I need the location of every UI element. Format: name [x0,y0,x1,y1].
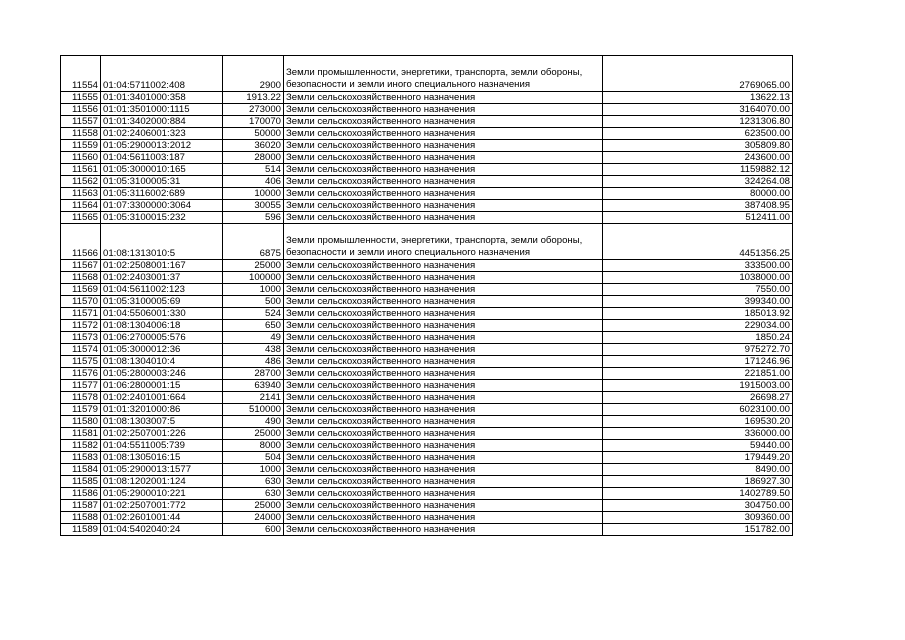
area-cell: 1913.22 [223,92,284,104]
cadastral-number-cell: 01:05:3100005:31 [101,176,223,188]
land-category-cell: Земли сельскохозяйственного назначения [284,320,603,332]
row-number-cell: 11575 [61,356,101,368]
cadastral-number-cell: 01:04:5511005:739 [101,440,223,452]
row-number-cell: 11570 [61,296,101,308]
land-category-cell: Земли сельскохозяйственного назначения [284,116,603,128]
cadastral-value-cell: 243600.00 [603,152,793,164]
row-number-cell: 11565 [61,212,101,224]
cadastral-value-cell: 186927.30 [603,476,793,488]
area-cell: 6875 [223,224,284,260]
table-row [61,104,793,116]
land-category-cell: Земли сельскохозяйственного назначения [284,380,603,392]
land-category-cell: Земли сельскохозяйственного назначения [284,392,603,404]
cadastral-value-cell: 304750.00 [603,500,793,512]
row-number-cell: 11579 [61,404,101,416]
area-cell: 490 [223,416,284,428]
land-category-cell: Земли сельскохозяйственного назначения [284,284,603,296]
land-category-cell: Земли сельскохозяйственного назначения [284,152,603,164]
area-cell: 406 [223,176,284,188]
row-number-cell: 11561 [61,164,101,176]
row-number-cell: 11588 [61,512,101,524]
cadastral-value-cell: 3164070.00 [603,104,793,116]
cadastral-value-cell: 2769065.00 [603,56,793,92]
cadastral-number-cell: 01:01:3501000:1115 [101,104,223,116]
cadastral-value-cell: 179449.20 [603,452,793,464]
cadastral-value-cell: 229034.00 [603,320,793,332]
area-cell: 630 [223,488,284,500]
land-category-cell: Земли сельскохозяйственного назначения [284,500,603,512]
area-cell: 504 [223,452,284,464]
cadastral-number-cell: 01:01:3402000:884 [101,116,223,128]
land-category-cell: Земли промышленности, энергетики, транспорта, земли обороны, безопасности и земли иного специального назначения [284,56,603,92]
row-number-cell: 11558 [61,128,101,140]
cadastral-value-cell: 171246.96 [603,356,793,368]
table-row [61,500,793,512]
cadastral-number-cell: 01:08:1313010:5 [101,224,223,260]
row-number-cell: 11556 [61,104,101,116]
area-cell: 49 [223,332,284,344]
row-number-cell: 11587 [61,500,101,512]
area-cell: 650 [223,320,284,332]
land-category-cell: Земли сельскохозяйственного назначения [284,212,603,224]
area-cell: 100000 [223,272,284,284]
table-row [61,332,793,344]
cadastral-number-cell: 01:04:5611003:187 [101,152,223,164]
land-category-cell: Земли сельскохозяйственного назначения [284,140,603,152]
area-cell: 50000 [223,128,284,140]
area-cell: 28700 [223,368,284,380]
area-cell: 524 [223,308,284,320]
cadastral-value-cell: 169530.20 [603,416,793,428]
area-cell: 170070 [223,116,284,128]
area-cell: 630 [223,476,284,488]
cadastral-value-cell: 975272.70 [603,344,793,356]
land-category-cell: Земли сельскохозяйственного назначения [284,176,603,188]
cadastral-value-cell: 324264.08 [603,176,793,188]
table-row [61,308,793,320]
area-cell: 486 [223,356,284,368]
land-category-cell: Земли сельскохозяйственного назначения [284,512,603,524]
land-category-cell: Земли сельскохозяйственного назначения [284,308,603,320]
table-row [61,524,793,536]
cadastral-number-cell: 01:02:2406001:323 [101,128,223,140]
cadastral-value-cell: 80000.00 [603,188,793,200]
table-row [61,452,793,464]
area-cell: 438 [223,344,284,356]
table-row [61,224,793,260]
land-category-cell: Земли сельскохозяйственного назначения [284,200,603,212]
cadastral-number-cell: 01:02:2508001:167 [101,260,223,272]
land-category-cell: Земли сельскохозяйственного назначения [284,524,603,536]
cadastral-number-cell: 01:08:1303007:5 [101,416,223,428]
row-number-cell: 11566 [61,224,101,260]
table-row [61,296,793,308]
area-cell: 36020 [223,140,284,152]
area-cell: 25000 [223,500,284,512]
land-category-cell: Земли сельскохозяйственного назначения [284,404,603,416]
cadastral-number-cell: 01:04:5711002:408 [101,56,223,92]
cadastral-value-cell: 8490.00 [603,464,793,476]
cadastral-value-cell: 4451356.25 [603,224,793,260]
land-category-cell: Земли сельскохозяйственного назначения [284,464,603,476]
area-cell: 25000 [223,428,284,440]
area-cell: 273000 [223,104,284,116]
table-row [61,200,793,212]
area-cell: 8000 [223,440,284,452]
cadastral-number-cell: 01:01:3201000:86 [101,404,223,416]
cadastral-number-cell: 01:05:2900013:1577 [101,464,223,476]
table-row [61,188,793,200]
land-category-cell: Земли сельскохозяйственного назначения [284,104,603,116]
row-number-cell: 11577 [61,380,101,392]
row-number-cell: 11569 [61,284,101,296]
row-number-cell: 11584 [61,464,101,476]
cadastral-number-cell: 01:07:3300000:3064 [101,200,223,212]
cadastral-number-cell: 01:05:3100015:232 [101,212,223,224]
row-number-cell: 11563 [61,188,101,200]
row-number-cell: 11560 [61,152,101,164]
table-row [61,320,793,332]
cadastral-number-cell: 01:05:3116002:689 [101,188,223,200]
table-row [61,260,793,272]
table-row [61,56,793,92]
cadastral-number-cell: 01:08:1304010:4 [101,356,223,368]
table-row [61,92,793,104]
row-number-cell: 11586 [61,488,101,500]
cadastral-number-cell: 01:08:1304006:18 [101,320,223,332]
cadastral-value-cell: 387408.95 [603,200,793,212]
row-number-cell: 11572 [61,320,101,332]
row-number-cell: 11573 [61,332,101,344]
cadastral-value-cell: 1159882.12 [603,164,793,176]
cadastral-number-cell: 01:05:2900010:221 [101,488,223,500]
land-category-cell: Земли сельскохозяйственного назначения [284,272,603,284]
land-category-cell: Земли сельскохозяйственного назначения [284,92,603,104]
area-cell: 596 [223,212,284,224]
table-row [61,128,793,140]
area-cell: 2141 [223,392,284,404]
row-number-cell: 11559 [61,140,101,152]
cadastral-number-cell: 01:05:2900013:2012 [101,140,223,152]
cadastral-value-cell: 305809.80 [603,140,793,152]
table-row [61,380,793,392]
cadastral-value-cell: 512411.00 [603,212,793,224]
cadastral-value-cell: 6023100.00 [603,404,793,416]
cadastral-value-cell: 26698.27 [603,392,793,404]
cadastral-number-cell: 01:01:3401000:358 [101,92,223,104]
row-number-cell: 11589 [61,524,101,536]
cadastral-number-cell: 01:05:3000012:36 [101,344,223,356]
table-row [61,404,793,416]
cadastral-value-cell: 623500.00 [603,128,793,140]
table-row [61,140,793,152]
area-cell: 514 [223,164,284,176]
land-category-cell: Земли сельскохозяйственного назначения [284,440,603,452]
area-cell: 510000 [223,404,284,416]
area-cell: 30055 [223,200,284,212]
land-category-cell: Земли сельскохозяйственного назначения [284,428,603,440]
row-number-cell: 11554 [61,56,101,92]
cadastral-number-cell: 01:05:2800003:246 [101,368,223,380]
table-row [61,392,793,404]
cadastral-number-cell: 01:06:2800001:15 [101,380,223,392]
cadastral-value-cell: 59440.00 [603,440,793,452]
row-number-cell: 11564 [61,200,101,212]
table-row [61,512,793,524]
cadastral-number-cell: 01:04:5402040:24 [101,524,223,536]
land-category-cell: Земли сельскохозяйственного назначения [284,452,603,464]
land-category-cell: Земли сельскохозяйственного назначения [284,296,603,308]
area-cell: 600 [223,524,284,536]
land-category-cell: Земли промышленности, энергетики, транспорта, земли обороны, безопасности и земли иного специального назначения [284,224,603,260]
cadastral-value-cell: 1915003.00 [603,380,793,392]
land-registry-table [60,55,793,536]
row-number-cell: 11582 [61,440,101,452]
table-row [61,344,793,356]
table-row [61,152,793,164]
row-number-cell: 11555 [61,92,101,104]
table-row [61,464,793,476]
table-body [61,56,793,536]
table-row [61,368,793,380]
area-cell: 10000 [223,188,284,200]
land-category-cell: Земли сельскохозяйственного назначения [284,344,603,356]
cadastral-value-cell: 7550.00 [603,284,793,296]
table-row [61,416,793,428]
area-cell: 28000 [223,152,284,164]
land-category-cell: Земли сельскохозяйственного назначения [284,476,603,488]
cadastral-number-cell: 01:05:3100005:69 [101,296,223,308]
area-cell: 63940 [223,380,284,392]
row-number-cell: 11578 [61,392,101,404]
row-number-cell: 11562 [61,176,101,188]
cadastral-value-cell: 1850.24 [603,332,793,344]
row-number-cell: 11568 [61,272,101,284]
cadastral-value-cell: 1038000.00 [603,272,793,284]
area-cell: 24000 [223,512,284,524]
row-number-cell: 11567 [61,260,101,272]
land-category-cell: Земли сельскохозяйственного назначения [284,164,603,176]
cadastral-number-cell: 01:04:5611002:123 [101,284,223,296]
cadastral-value-cell: 1231306.80 [603,116,793,128]
table-row [61,212,793,224]
table-row [61,476,793,488]
cadastral-value-cell: 151782.00 [603,524,793,536]
cadastral-value-cell: 221851.00 [603,368,793,380]
row-number-cell: 11574 [61,344,101,356]
land-category-cell: Земли сельскохозяйственного назначения [284,368,603,380]
land-category-cell: Земли сельскохозяйственного назначения [284,260,603,272]
area-cell: 1000 [223,284,284,296]
row-number-cell: 11581 [61,428,101,440]
area-cell: 2900 [223,56,284,92]
row-number-cell: 11576 [61,368,101,380]
row-number-cell: 11580 [61,416,101,428]
land-category-cell: Земли сельскохозяйственного назначения [284,128,603,140]
cadastral-number-cell: 01:08:1305016:15 [101,452,223,464]
land-category-cell: Земли сельскохозяйственного назначения [284,488,603,500]
area-cell: 1000 [223,464,284,476]
table-row [61,272,793,284]
table-row [61,356,793,368]
table-row [61,176,793,188]
cadastral-number-cell: 01:04:5506001:330 [101,308,223,320]
land-category-cell: Земли сельскохозяйственного назначения [284,332,603,344]
cadastral-number-cell: 01:08:1202001:124 [101,476,223,488]
cadastral-number-cell: 01:02:2601001:44 [101,512,223,524]
table-row [61,164,793,176]
table-row [61,428,793,440]
area-cell: 25000 [223,260,284,272]
cadastral-value-cell: 336000.00 [603,428,793,440]
area-cell: 500 [223,296,284,308]
cadastral-number-cell: 01:05:3000010:165 [101,164,223,176]
table-row [61,488,793,500]
land-category-cell: Земли сельскохозяйственного назначения [284,356,603,368]
cadastral-value-cell: 185013.92 [603,308,793,320]
cadastral-number-cell: 01:06:2700005:576 [101,332,223,344]
table-row [61,116,793,128]
row-number-cell: 11585 [61,476,101,488]
cadastral-number-cell: 01:02:2403001:37 [101,272,223,284]
cadastral-number-cell: 01:02:2507001:226 [101,428,223,440]
cadastral-value-cell: 399340.00 [603,296,793,308]
cadastral-number-cell: 01:02:2507001:772 [101,500,223,512]
cadastral-value-cell: 1402789.50 [603,488,793,500]
table-row [61,284,793,296]
cadastral-value-cell: 333500.00 [603,260,793,272]
row-number-cell: 11583 [61,452,101,464]
table-row [61,440,793,452]
land-category-cell: Земли сельскохозяйственного назначения [284,416,603,428]
cadastral-number-cell: 01:02:2401001:664 [101,392,223,404]
row-number-cell: 11557 [61,116,101,128]
land-category-cell: Земли сельскохозяйственного назначения [284,188,603,200]
cadastral-value-cell: 309360.00 [603,512,793,524]
cadastral-value-cell: 13622.13 [603,92,793,104]
row-number-cell: 11571 [61,308,101,320]
